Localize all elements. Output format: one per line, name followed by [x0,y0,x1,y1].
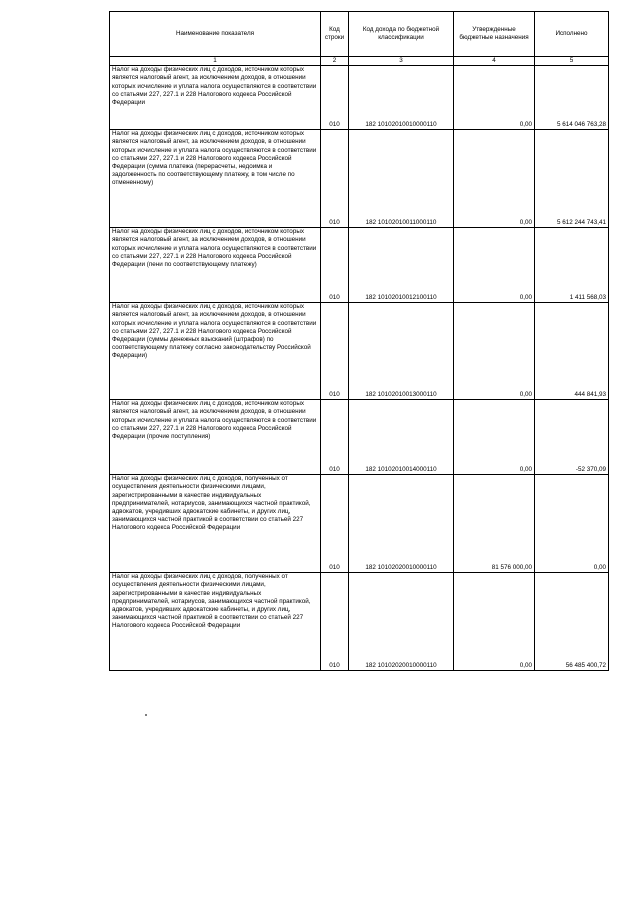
executed-amount: 56 485 400,72 [535,573,609,671]
approved-amount: 0,00 [454,573,535,671]
indicator-name: Налог на доходы физических лиц с доходов, источником которых является налоговый агент, за исключением доходов, в отношении которых исчисление и уплата налога осуществляются в соответствии со статьями 227, 227.1 и 228 Налогового кодекса Российской Федерации (прочие поступления) [110,400,321,475]
line-code: 010 [321,66,349,130]
indicator-name: Налог на доходы физических лиц с доходов, источником которых является налоговый агент, за исключением доходов, в отношении которых исчисление и уплата налога осуществляются в соответствии со статьями 227, 227.1 и 228 Налогового кодекса Российской Федерации (пени по соответствующему платежу) [110,228,321,303]
kbk-code: 182 10102010010000110 [349,66,454,130]
approved-amount: 0,00 [454,303,535,400]
kbk-code: 182 10102020010000110 [349,573,454,671]
table-row [110,400,609,475]
column-number: 3 [349,57,454,66]
table-row [110,66,609,130]
header-line-code: Код строки [321,12,349,57]
header-kbk: Код дохода по бюджетной классификации [349,12,454,57]
executed-amount: 1 411 568,03 [535,228,609,303]
approved-amount: 81 576 000,00 [454,475,535,573]
scan-speck [145,714,147,716]
indicator-name: Налог на доходы физических лиц с доходов, источником которых является налоговый агент, за исключением доходов, в отношении которых исчисление и уплата налога осуществляются в соответствии со статьями 227, 227.1 и 228 Налогового кодекса Российской Федерации [110,66,321,130]
executed-amount: 444 841,93 [535,303,609,400]
kbk-code: 182 10102010014000110 [349,400,454,475]
header-row [110,12,609,57]
executed-amount: 0,00 [535,475,609,573]
header-name: Наименование показателя [110,12,321,57]
approved-amount: 0,00 [454,66,535,130]
approved-amount: 0,00 [454,400,535,475]
column-number: 2 [321,57,349,66]
column-number-row [110,57,609,66]
budget-execution-table [109,11,609,671]
table-row [110,475,609,573]
column-number: 1 [110,57,321,66]
header-approved: Утвержденные бюджетные назначения [454,12,535,57]
indicator-name: Налог на доходы физических лиц с доходов, источником которых является налоговый агент, за исключением доходов, в отношении которых исчисление и уплата налога осуществляются в соответствии со статьями 227, 227.1 и 228 Налогового кодекса Российской Федерации (суммы денежных взысканий (штрафов) по соответствующему платежу согласно законодательству Российской Федерации) [110,303,321,400]
table-row [110,303,609,400]
executed-amount: -52 370,09 [535,400,609,475]
approved-amount: 0,00 [454,130,535,228]
table-row [110,228,609,303]
line-code: 010 [321,475,349,573]
header-executed: Исполнено [535,12,609,57]
line-code: 010 [321,130,349,228]
indicator-name: Налог на доходы физических лиц с доходов, полученных от осуществления деятельности физическими лицами, зарегистрированными в качестве индивидуальных предпринимателей, нотариусов, занимающихся частной практикой, адвокатов, учредивших адвокатские кабинеты, и других лиц, занимающихся частной практикой в соответствии со статьей 227 Налогового кодекса Российской Федерации [110,573,321,671]
line-code: 010 [321,400,349,475]
column-number: 4 [454,57,535,66]
kbk-code: 182 10102020010000110 [349,475,454,573]
line-code: 010 [321,228,349,303]
kbk-code: 182 10102010011000110 [349,130,454,228]
table-row [110,573,609,671]
indicator-name: Налог на доходы физических лиц с доходов, полученных от осуществления деятельности физическими лицами, зарегистрированными в качестве индивидуальных предпринимателей, нотариусов, занимающихся частной практикой, адвокатов, учредивших адвокатские кабинеты, и других лиц, занимающихся частной практикой в соответствии со статьей 227 Налогового кодекса Российской Федерации [110,475,321,573]
table-row [110,130,609,228]
line-code: 010 [321,573,349,671]
executed-amount: 5 612 244 743,41 [535,130,609,228]
approved-amount: 0,00 [454,228,535,303]
column-number: 5 [535,57,609,66]
line-code: 010 [321,303,349,400]
executed-amount: 5 614 046 763,28 [535,66,609,130]
kbk-code: 182 10102010013000110 [349,303,454,400]
indicator-name: Налог на доходы физических лиц с доходов, источником которых является налоговый агент, за исключением доходов, в отношении которых исчисление и уплата налога осуществляются в соответствии со статьями 227, 227.1 и 228 Налогового кодекса Российской Федерации (сумма платежа (перерасчеты, недоимка и задолженность по соответствующему платежу, в том числе по отмененному) [110,130,321,228]
kbk-code: 182 10102010012100110 [349,228,454,303]
